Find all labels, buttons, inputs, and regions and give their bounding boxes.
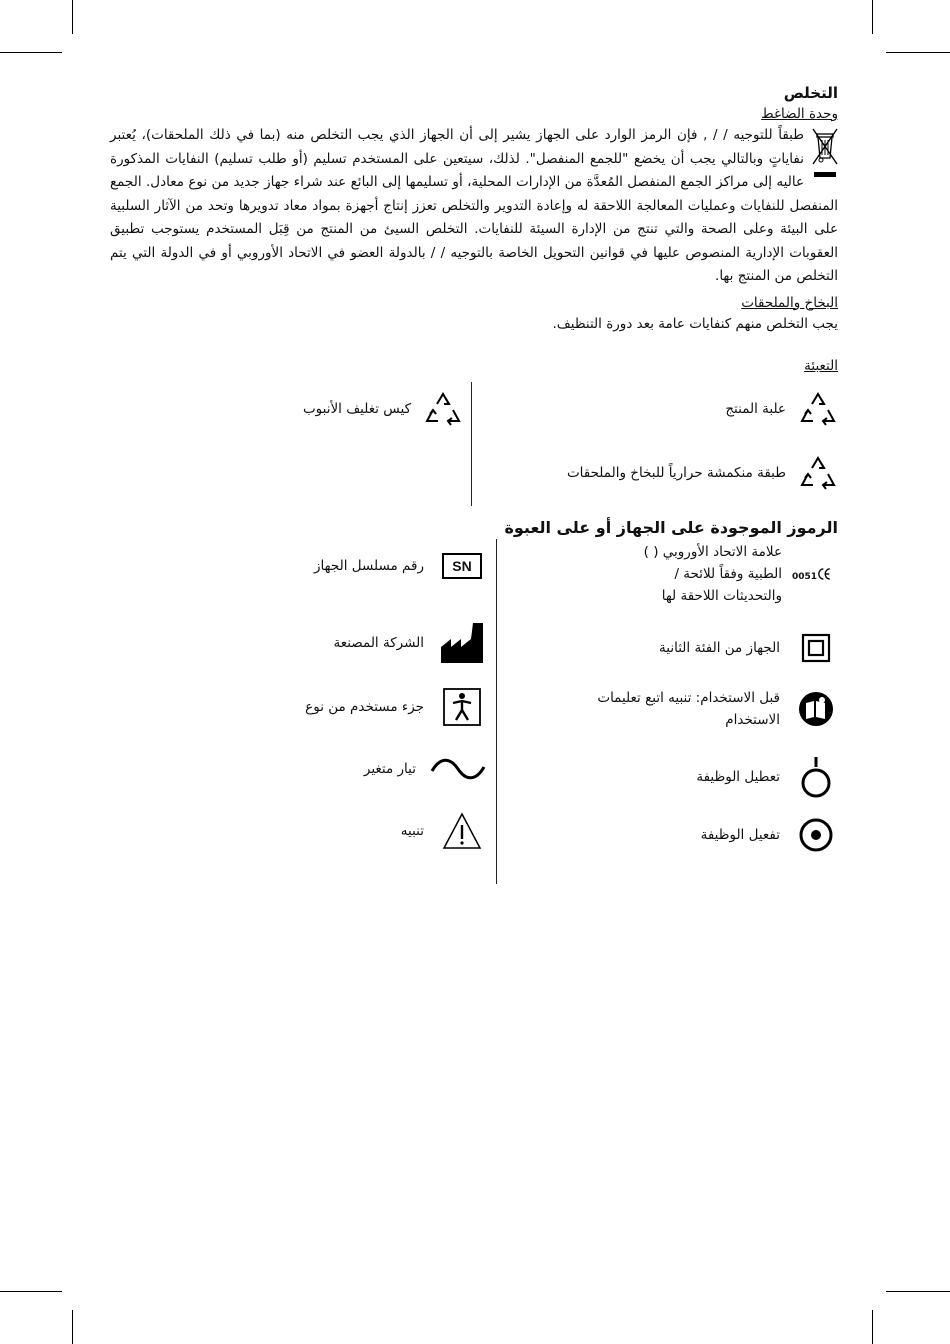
power-on-icon — [794, 817, 838, 853]
crop-mark — [872, 0, 873, 34]
crossed-bin-icon — [812, 126, 838, 190]
crop-mark — [0, 1291, 62, 1292]
warning-triangle-icon — [438, 811, 486, 851]
compressor-heading: وحدة الضاغط — [761, 106, 838, 122]
packaging-item-shrink — [567, 454, 838, 492]
symbol-on — [701, 817, 838, 853]
compressor-section — [110, 124, 838, 289]
symbols-divider — [496, 539, 497, 884]
class2-label: الجهاز من الفئة الثانية — [659, 640, 780, 656]
compressor-text: طبقاً للتوجيه / / , فإن الرمز الوارد على الجهاز يشير إلى أن الجهاز الذي يجب التخلص منه (بما في ذلك الملحقات)، يُعتبر نفاياتٍ وبالتالي يجب أن يخضع "للجمع المنفصل". لذلك، سيتعين على المستخدم تسليم (أو طلب تسليم) النفايات المذكورة عاليه إلى مراكز الجمع المنفصل المُعدَّة من الإدارات المحلية، أو تسليمها إلى البائع عند شراء جهاز جديد من نوع معادل. الجمع المنفصل للنفايات وعمليات المعالجة اللاحقة له وإعادة التدوير والتخلص تعزز إنتاج أجهزة بمواد معاد تدويرها وتحد من الآثار السلبية على البيئة وعلى الصحة والتي تنتج من الإدارة السيئة للنفايات. التخلص السيئ من المنتج من قِبَل المستخدم يستوجب تطبيق العقوبات الإدارية المنصوص عليها في قوانين التحويل الخاصة بالتوجيه / / بالدولة العضو في الاتحاد الأوروبي أو في الدولة التي يتم التخلص من المنتج بها. — [110, 127, 838, 284]
symbol-ce — [632, 541, 838, 607]
off-label: تعطيل الوظيفة — [696, 769, 780, 785]
packaging-divider — [471, 382, 472, 506]
symbol-type-bf — [305, 687, 486, 727]
symbols-grid — [110, 544, 838, 907]
symbol-warning — [401, 811, 486, 851]
packaging-grid — [110, 382, 838, 512]
accessories-heading: البخاخ والملحقات — [741, 294, 838, 311]
warning-label: تنبيه — [400, 823, 424, 839]
packaging-item-label: كيس تغليف الأنبوب — [302, 401, 411, 417]
instructions-label: قبل الاستخدام: تنبيه اتبع تعليمات الاستخدام — [597, 690, 780, 728]
packaging-heading: التعبئة — [804, 358, 838, 374]
symbols-title: الرموز الموجودة على الجهاز أو على العبوة — [504, 518, 838, 537]
crop-mark — [872, 1310, 873, 1344]
symbol-manufacturer — [333, 621, 486, 665]
recycle-icon — [798, 454, 838, 492]
ce-number: 0051 — [792, 572, 818, 582]
document-page — [110, 84, 838, 907]
symbol-serial — [314, 553, 486, 579]
type-bf-label: جزء مستخدم من نوع — [305, 699, 424, 715]
symbol-ac — [364, 757, 486, 781]
applied-part-icon — [438, 687, 486, 727]
class-ii-icon — [794, 633, 838, 663]
packaging-item-box — [725, 390, 838, 428]
symbol-class2 — [659, 633, 838, 663]
packaging-item-label: علبة المنتج — [725, 401, 786, 417]
symbol-instructions — [580, 687, 838, 731]
serial-number-icon — [438, 553, 486, 579]
ce-mark-icon — [792, 558, 838, 590]
accessories-text: يجب التخلص منهم كنفايات عامة بعد دورة التنظيف. — [552, 315, 838, 332]
serial-label: رقم مسلسل الجهاز — [314, 558, 424, 574]
crop-mark — [886, 1291, 950, 1292]
symbol-off — [696, 755, 838, 799]
alternating-current-icon — [430, 757, 486, 781]
sn-badge: SN — [442, 553, 481, 579]
ce-label: علامة الاتحاد الأوروبي ( ) الطبية وفقاً للائحة / والتحديثات اللاحقة لها — [643, 544, 782, 604]
on-label: تفعيل الوظيفة — [700, 827, 780, 843]
factory-icon — [438, 621, 486, 665]
read-instructions-icon — [794, 690, 838, 728]
recycle-icon — [798, 390, 838, 428]
crop-mark — [72, 0, 73, 34]
ac-label: تيار متغير — [363, 761, 416, 777]
crop-mark — [72, 1310, 73, 1344]
packaging-item-label: طبقة منكمشة حرارياً للبخاخ والملحقات — [566, 465, 786, 481]
crop-mark — [0, 52, 62, 53]
manufacturer-label: الشركة المصنعة — [333, 635, 424, 651]
packaging-item-tube-bag — [303, 390, 463, 428]
recycle-icon — [423, 390, 463, 428]
disposal-title: التخلص — [783, 84, 838, 102]
crop-mark — [886, 52, 950, 53]
power-off-icon — [794, 755, 838, 799]
